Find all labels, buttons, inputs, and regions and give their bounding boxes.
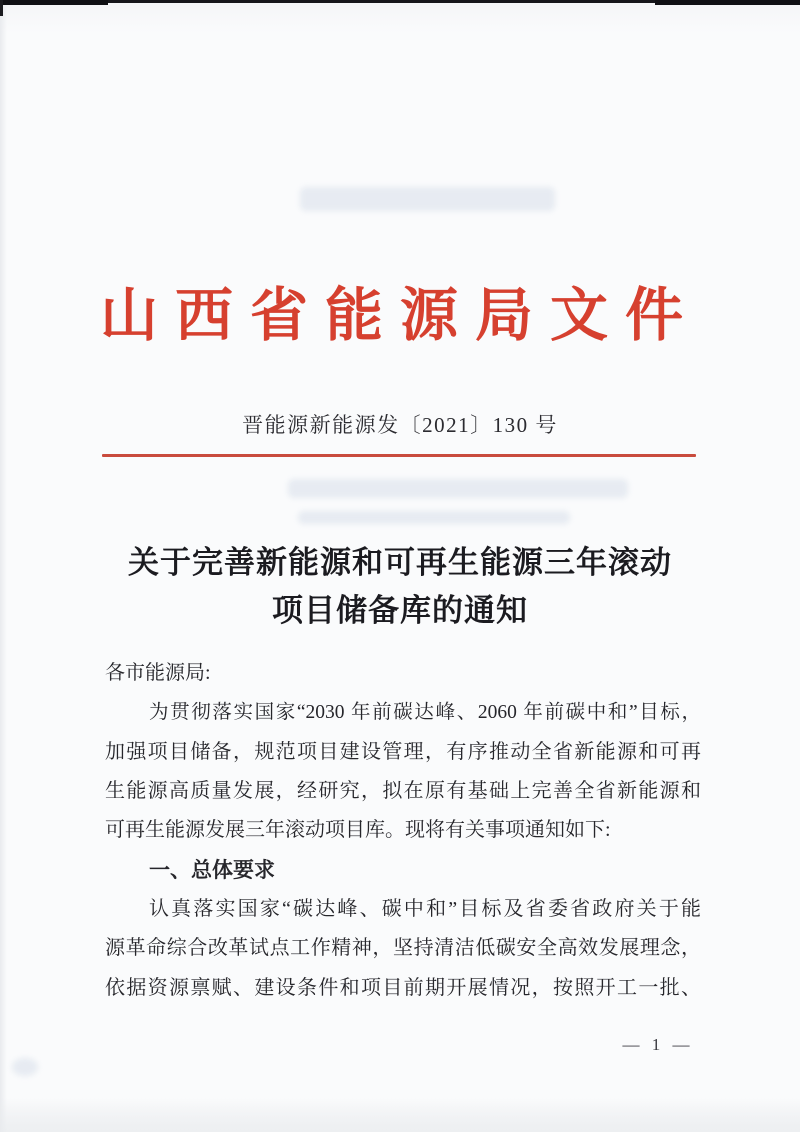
body-line: 认真落实国家“碳达峰、碳中和”目标及省委省政府关于能 bbox=[149, 897, 701, 920]
scan-corner-mark bbox=[0, 0, 3, 16]
document-reference-number: 晋能源新能源发〔2021〕130 号 bbox=[242, 413, 558, 437]
bleedthrough-ghost bbox=[288, 479, 628, 498]
bleedthrough-ghost bbox=[12, 1058, 38, 1076]
agency-letterhead-title: 山西省能源局文件 bbox=[99, 283, 700, 348]
letterhead-divider-line bbox=[102, 454, 696, 457]
body-line: 可再生能源发展三年滚动项目库。现将有关事项通知如下: bbox=[105, 819, 611, 842]
document-body bbox=[105, 654, 701, 1008]
body-line: 依据资源禀赋、建设条件和项目前期开展情况，按照开工一批、 bbox=[105, 976, 701, 999]
bleedthrough-ghost bbox=[300, 187, 555, 211]
document-title-line1: 关于完善新能源和可再生能源三年滚动 bbox=[128, 545, 672, 580]
page-number: — 1 — bbox=[622, 1035, 694, 1054]
document-title bbox=[0, 539, 800, 635]
bleedthrough-ghost bbox=[298, 511, 570, 524]
salutation: 各市能源局: bbox=[105, 662, 211, 684]
scan-edge-top-left bbox=[0, 0, 108, 5]
section-heading: 一、总体要求 bbox=[149, 858, 275, 882]
body-line: 为贯彻落实国家“2030 年前碳达峰、2060 年前碳中和”目标， bbox=[149, 702, 701, 724]
body-line: 生能源高质量发展，经研究，拟在原有基础上完善全省新能源和 bbox=[105, 779, 701, 802]
body-line: 源革命综合改革试点工作精神，坚持清洁低碳安全高效发展理念， bbox=[105, 937, 701, 960]
body-line: 加强项目储备，规范项目建设管理，有序推动全省新能源和可再 bbox=[105, 740, 701, 763]
scan-edge-top-right bbox=[655, 0, 800, 5]
document-title-line2: 项目储备库的通知 bbox=[272, 593, 528, 628]
